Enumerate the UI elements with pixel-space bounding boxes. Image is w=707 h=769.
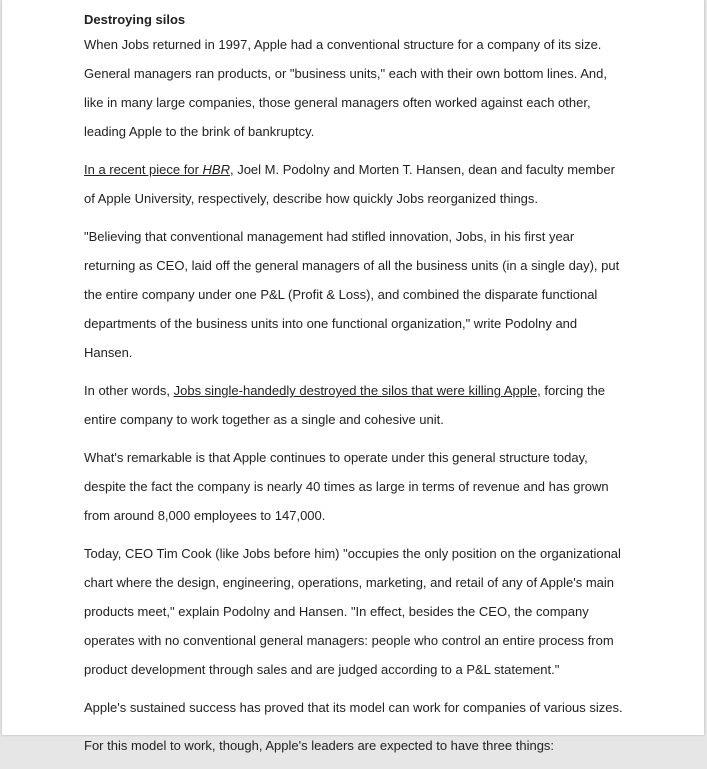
paragraph-2: [84, 155, 629, 213]
paragraph-2-text: Joel M. Podolny and Morten T. Hansen, dean and faculty member of Apple University, respectively, describe how quickly Jobs reorganized things.: [84, 162, 615, 206]
paragraph-7: Apple's sustained success has proved that its model can work for companies of various sizes.: [84, 700, 623, 715]
paragraph-4-lead: In other words,: [84, 383, 174, 398]
hbr-link-italic: HBR: [202, 162, 230, 177]
hbr-article-link[interactable]: [84, 162, 234, 177]
paragraph-4: [84, 376, 629, 434]
hbr-link-suffix: ,: [229, 162, 234, 177]
paragraph-8: For this model to work, though, Apple's leaders are expected to have three things:: [84, 738, 555, 753]
document-page: [2, 0, 704, 753]
paragraph-6: Today, CEO Tim Cook (like Jobs before him) "occupies the only position on the organizational chart where the design, engineering, operations, marketing, and retail of any of Apple's main products meet," explain Podolny and Hansen. "In effect, besides the CEO, the company operates with no conventional general managers: people who control an entire process from product development through sales and are judged according to a P&L statement.": [84, 546, 621, 677]
paragraph-1: When Jobs returned in 1997, Apple had a conventional structure for a company of its size. General managers ran products, or "business units," each with their own bottom lines. And, like in many large companies, those general managers often worked against each other, leading Apple to the brink of bankruptcy.: [84, 37, 608, 139]
hbr-link-prefix: In a recent piece for: [84, 162, 203, 177]
paragraph-3: "Believing that conventional management had stifled innovation, Jobs, in his first year returning as CEO, laid off the general managers of all the business units (in a single day), put the entire company under one P&L (Profit & Loss), and combined the disparate functional departments of the business units into one functional organization," write Podolny and Hansen.: [84, 229, 620, 360]
article-body: [84, 10, 629, 769]
paragraph-4-tail: forcing the entire company to work together as a single and cohesive unit.: [84, 383, 606, 427]
paragraph-5: What's remarkable is that Apple continues to operate under this general structure today, despite the fact the company is nearly 40 times as large in terms of revenue and has grown from around 8,000 employees to 147,000.: [84, 450, 609, 523]
silos-article-link[interactable]: Jobs single-handedly destroyed the silos that were killing Apple,: [173, 383, 541, 398]
section-heading: Destroying silos: [84, 12, 186, 27]
